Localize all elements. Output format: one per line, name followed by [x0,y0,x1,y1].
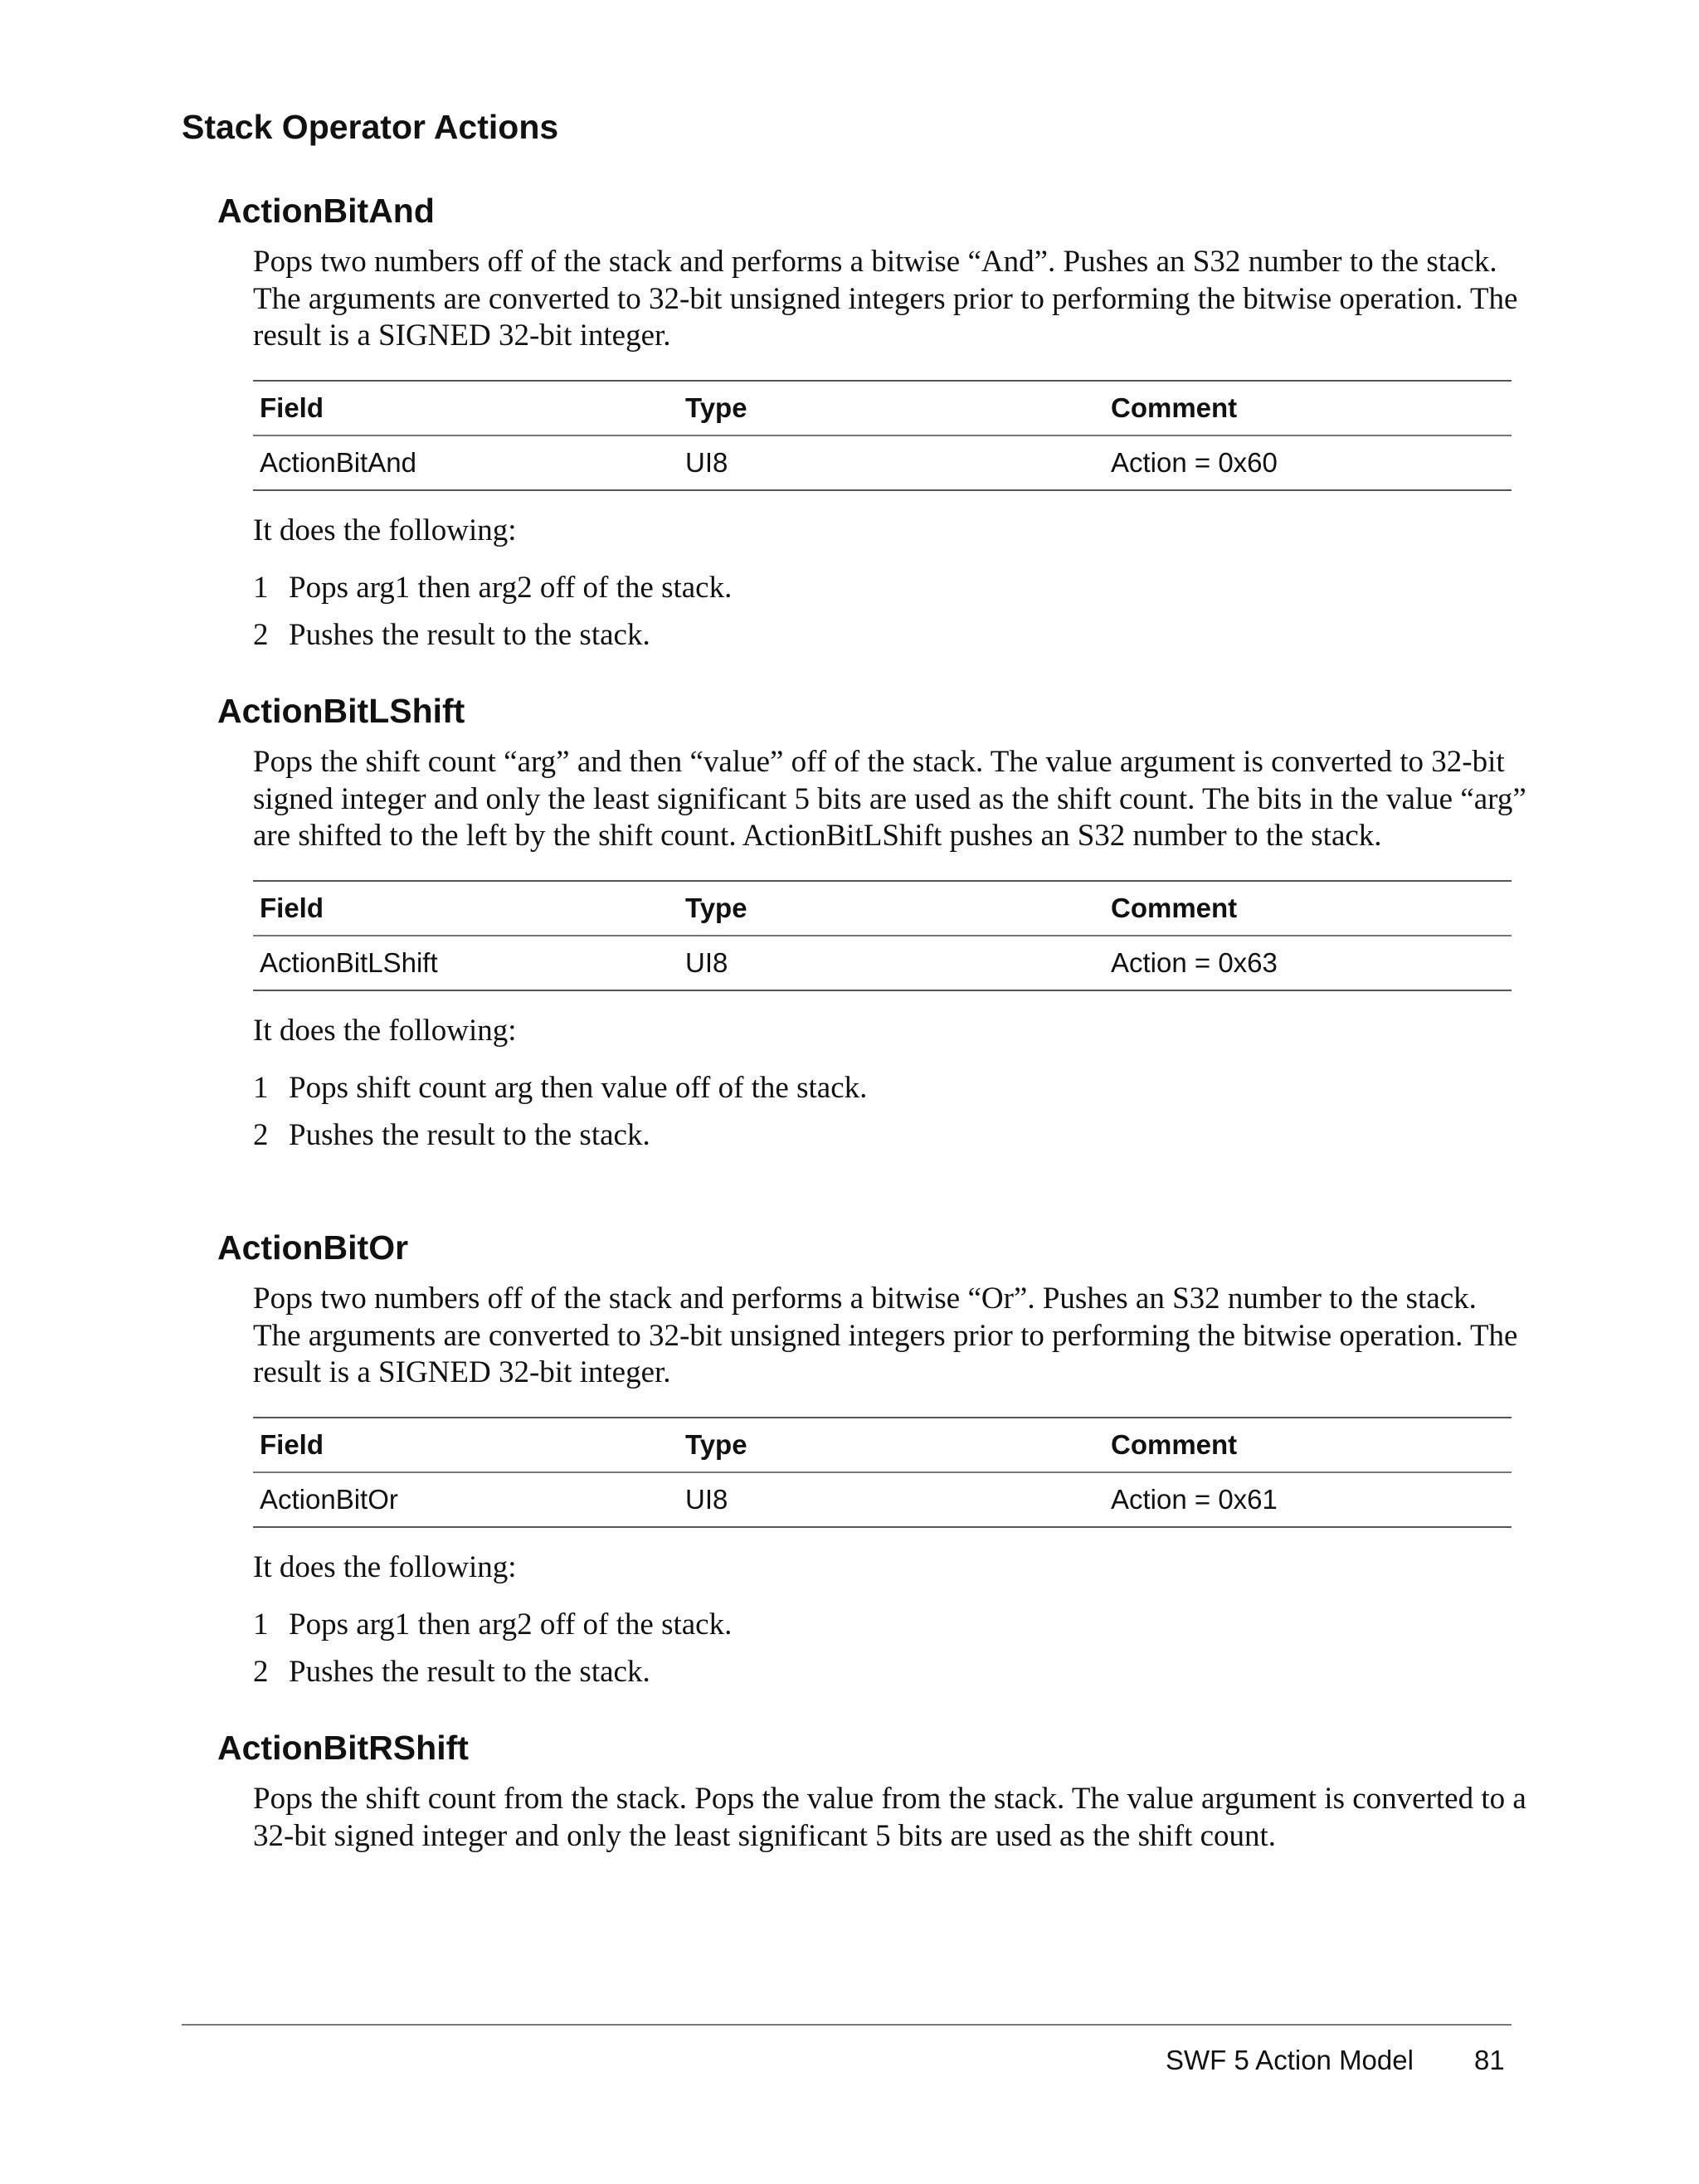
header-comment: Comment [1104,881,1512,936]
field-table [253,880,1512,991]
page-heading: Stack Operator Actions [182,108,559,146]
cell-type: UI8 [685,446,728,478]
footer-divider [182,2024,1512,2026]
header-field: Field [253,381,679,435]
steps-list [253,564,1512,659]
footer-title: SWF 5 Action Model [1166,2045,1414,2075]
header-comment: Comment [1104,1418,1512,1472]
page-number: 81 [1474,2045,1505,2075]
cell-field: ActionBitOr [260,1483,398,1515]
list-item [253,1111,1512,1159]
table-row [253,936,1512,990]
section-description: Pops the shift count from the stack. Pops the value from the stack. The value argument is converted to a 32-bit signed integer and only the least significant 5 bits are used as the shift count. [253,1782,1526,1853]
section-title: ActionBitLShift [217,692,465,730]
cell-type: UI8 [685,946,728,978]
step-number: 1 [253,1607,269,1642]
list-item [253,1601,1512,1648]
section-actionbitlshift [217,689,1526,1159]
cell-field: ActionBitAnd [260,446,416,478]
steps-list [253,1064,1512,1159]
steps-lead: It does the following: [253,1549,517,1584]
step-text: Pops shift count arg then value off of the stack. [289,1070,868,1105]
header-type: Type [679,381,1104,435]
table-row [253,435,1512,490]
list-item [253,1064,1512,1111]
section-actionbitor [217,1226,1518,1695]
steps-lead: It does the following: [253,513,517,547]
header-type: Type [679,1418,1104,1472]
section-title: ActionBitAnd [217,192,435,230]
cell-comment: Action = 0x60 [1111,446,1278,478]
step-text: Pushes the result to the stack. [289,1654,650,1689]
table-header-row [253,881,1512,936]
cell-comment: Action = 0x63 [1111,946,1278,978]
field-table [253,1417,1512,1528]
section-description: Pops two numbers off of the stack and performs a bitwise “Or”. Pushes an S32 number to the stack. The arguments are converted to 32-bit unsigned integers prior to performing the bitwise operation. The result is a SIGNED 32-bit integer. [253,1282,1518,1389]
step-text: Pushes the result to the stack. [289,1117,650,1152]
cell-type: UI8 [685,1483,728,1515]
step-number: 2 [253,1117,269,1152]
steps-lead: It does the following: [253,1013,517,1048]
section-description: Pops the shift count “arg” and then “value” off of the stack. The value argument is converted to 32-bit signed integer and only the least significant 5 bits are used as the shift count. The bits in the value “arg” are shifted to the left by the shift count. ActionBitLShift pushes an S32 number to the stack. [253,745,1526,853]
step-number: 2 [253,617,269,652]
cell-comment: Action = 0x61 [1111,1483,1278,1515]
step-number: 2 [253,1654,269,1689]
step-text: Pushes the result to the stack. [289,617,650,652]
header-type: Type [679,881,1104,936]
steps-list [253,1601,1512,1695]
header-field: Field [253,881,679,936]
step-text: Pops arg1 then arg2 off of the stack. [289,570,733,605]
table-header-row [253,381,1512,435]
cell-field: ActionBitLShift [260,946,438,978]
header-field: Field [253,1418,679,1472]
section-actionbitrshift [217,1726,1526,1855]
table-row [253,1472,1512,1527]
step-text: Pops arg1 then arg2 off of the stack. [289,1607,733,1642]
table-header-row [253,1418,1512,1472]
field-table [253,380,1512,491]
step-number: 1 [253,570,269,605]
list-item [253,1648,1512,1695]
list-item [253,611,1512,659]
section-description: Pops two numbers off of the stack and performs a bitwise “And”. Pushes an S32 number to the stack. The arguments are converted to 32-bit unsigned integers prior to performing the bitwise operation. The result is a SIGNED 32-bit integer. [253,245,1518,353]
section-title: ActionBitOr [217,1228,409,1267]
list-item [253,564,1512,611]
header-comment: Comment [1104,381,1512,435]
section-actionbitand [217,189,1518,659]
section-title: ActionBitRShift [217,1729,469,1767]
step-number: 1 [253,1070,269,1105]
